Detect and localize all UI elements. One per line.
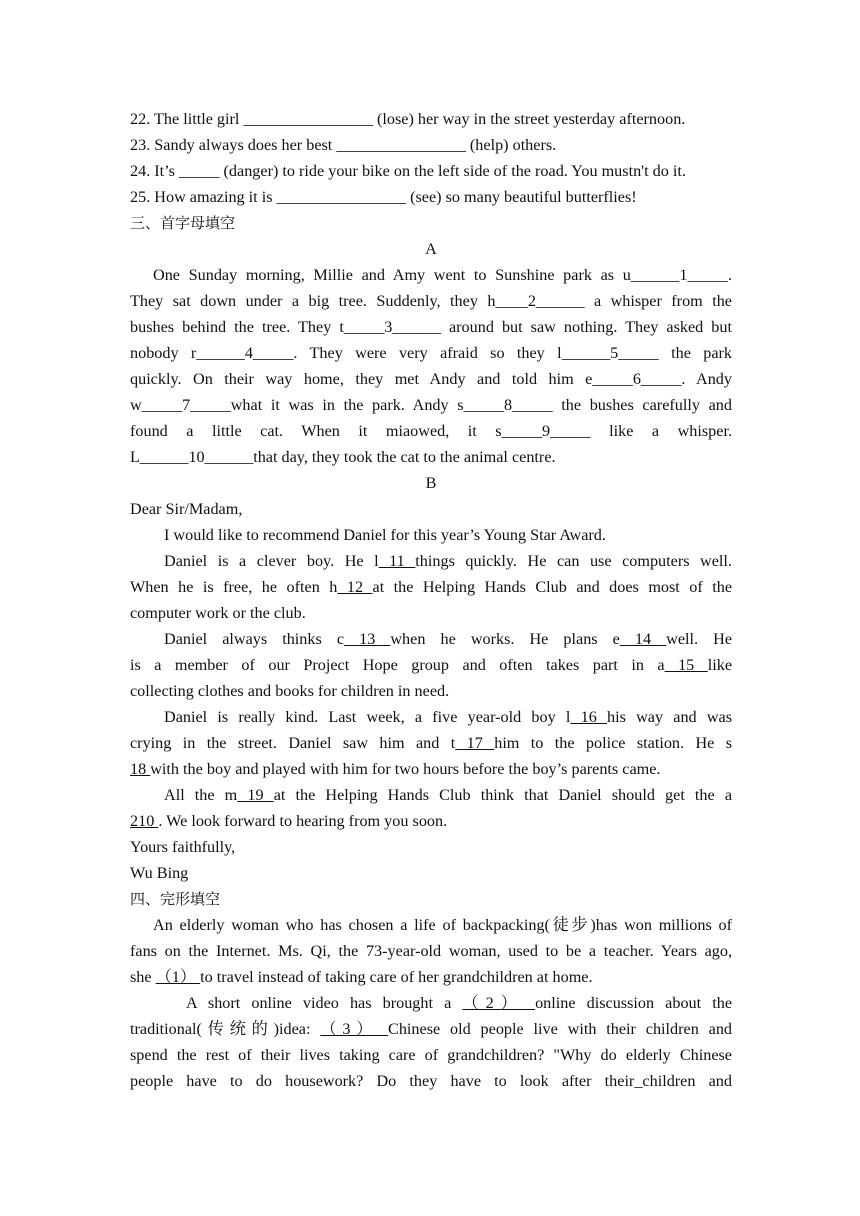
- part-a-line: found a little cat. When it miaowed, it s_____9_____ like a whisper.: [130, 422, 732, 440]
- cloze-line: fans on the Internet. Ms. Qi, the 73-year-old woman, used to be a teacher. Years ago,: [130, 942, 732, 960]
- cloze-line: she （1） to travel instead of taking care of her grandchildren at home.: [130, 968, 593, 986]
- cloze-line: A short online video has brought a （2） online discussion about the: [186, 994, 732, 1012]
- blank-20: 210: [130, 812, 159, 830]
- part-a-line: One Sunday morning, Millie and Amy went to Sunshine park as u______1_____.: [153, 266, 732, 284]
- letter-line: is a member of our Project Hope group and often takes part in a 15 like: [130, 656, 732, 674]
- letter-line: Daniel is really kind. Last week, a five year-old boy l 16 his way and was: [164, 708, 732, 726]
- question-25: 25. How amazing it is ________________ (see) so many beautiful butterflies!: [130, 188, 637, 206]
- blank-11: 11: [378, 552, 416, 570]
- worksheet-page: [130, 106, 732, 1094]
- section-4-title: 四、完形填空: [130, 890, 221, 908]
- letter-greeting: Dear Sir/Madam,: [130, 500, 243, 518]
- blank-16: 16: [570, 708, 607, 726]
- part-a-line: w_____7_____what it was in the park. Andy s_____8_____ the bushes carefully and: [130, 396, 732, 414]
- question-22: 22. The little girl ________________ (lose) her way in the street yesterday afternoon.: [130, 110, 686, 128]
- blank-cloze-3: （3）: [320, 1020, 389, 1038]
- part-a-line: nobody r______4_____. They were very afraid so they l______5_____ the park: [130, 344, 732, 362]
- letter-line: Daniel is a clever boy. He l 11 things quickly. He can use computers well.: [164, 552, 732, 570]
- letter-line: All the m 19 at the Helping Hands Club think that Daniel should get the a: [164, 786, 732, 804]
- letter-line: Daniel always thinks c 13 when he works. He plans e 14 well. He: [164, 630, 732, 648]
- question-23: 23. Sandy always does her best ________________ (help) others.: [130, 136, 557, 154]
- cloze-line: spend the rest of their lives taking care of grandchildren? "Why do elderly Chinese: [130, 1046, 732, 1064]
- letter-line: computer work or the club.: [130, 604, 306, 622]
- letter-closing: Yours faithfully,: [130, 838, 236, 856]
- letter-line: 210 . We look forward to hearing from you soon.: [130, 812, 448, 830]
- blank-17: 17: [455, 734, 495, 752]
- letter-signature: Wu Bing: [130, 864, 189, 882]
- letter-line: 18 with the boy and played with him for two hours before the boy’s parents came.: [130, 760, 661, 778]
- part-a-line: bushes behind the tree. They t_____3______ around but saw nothing. They asked but: [130, 318, 732, 336]
- part-a-line: quickly. On their way home, they met Andy and told him e_____6_____. Andy: [130, 370, 732, 388]
- cloze-line: An elderly woman who has chosen a life of backpacking(徒步)has won millions of: [153, 916, 732, 934]
- cloze-line: traditional(传统的)idea: （3） Chinese old people live with their children and: [130, 1020, 732, 1038]
- part-a-heading: A: [425, 240, 437, 258]
- question-24: 24. It’s _____ (danger) to ride your bike on the left side of the road. You mustn't do it.: [130, 162, 686, 180]
- blank-cloze-2: （2）: [462, 994, 536, 1012]
- part-a-line: L______10______that day, they took the cat to the animal centre.: [130, 448, 556, 466]
- blank-19: 19: [237, 786, 274, 804]
- cloze-line: people have to do housework? Do they have to look after their_children and: [130, 1072, 732, 1090]
- letter-line: collecting clothes and books for children in need.: [130, 682, 450, 700]
- blank-cloze-1: （1）: [155, 968, 201, 986]
- section-3-title: 三、首字母填空: [130, 214, 236, 232]
- blank-12: 12: [337, 578, 373, 596]
- blank-14: 14: [619, 630, 667, 648]
- blank-15: 15: [664, 656, 708, 674]
- letter-line: crying in the street. Daniel saw him and t 17 him to the police station. He s: [130, 734, 732, 752]
- part-b-heading: B: [425, 474, 437, 492]
- blank-13: 13: [344, 630, 391, 648]
- letter-line: I would like to recommend Daniel for this year’s Young Star Award.: [164, 526, 606, 544]
- part-a-line: They sat down under a big tree. Suddenly, they h____2______ a whisper from the: [130, 292, 732, 310]
- letter-line: When he is free, he often h 12 at the Helping Hands Club and does most of the: [130, 578, 732, 596]
- blank-18: 18: [130, 760, 151, 778]
